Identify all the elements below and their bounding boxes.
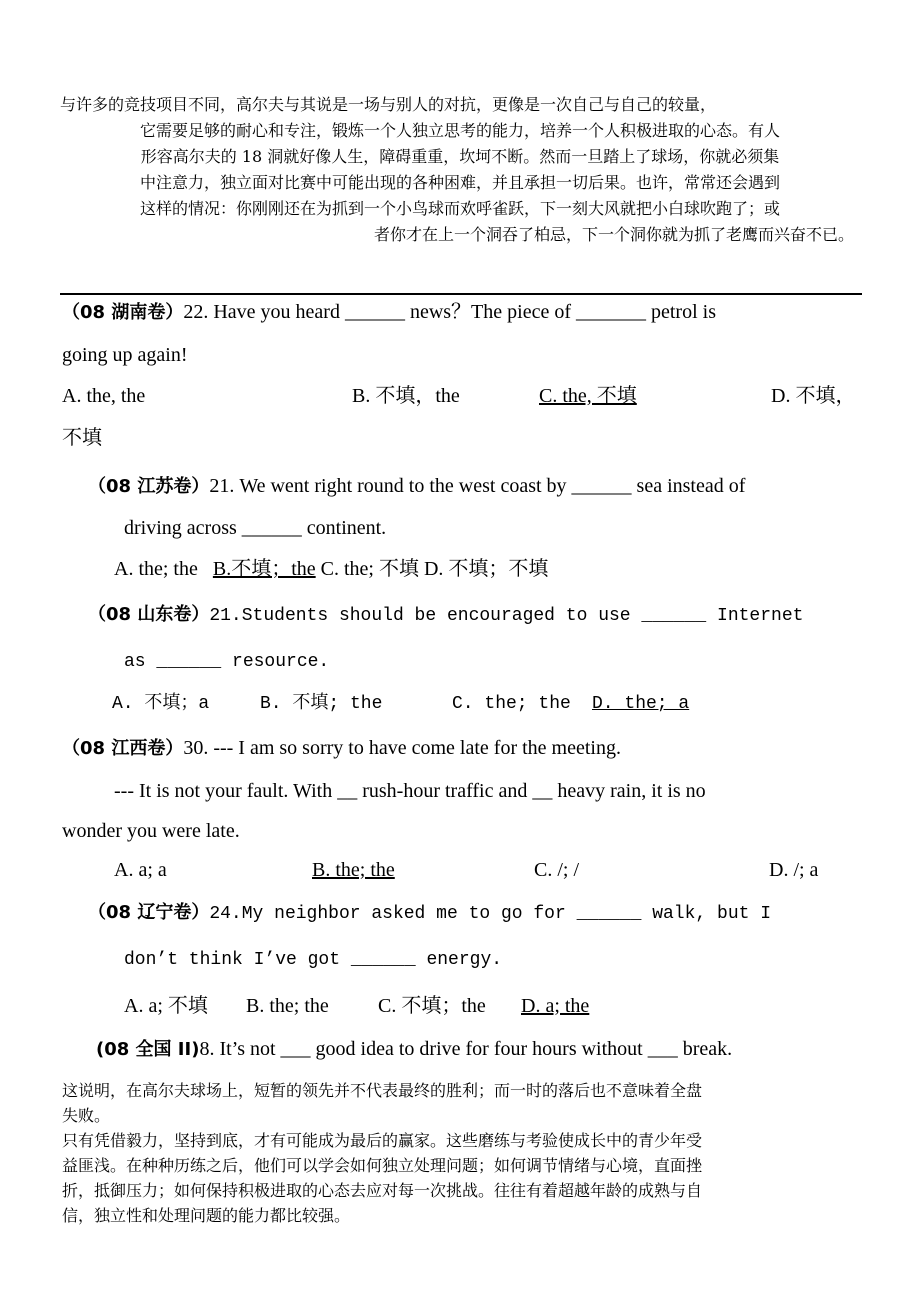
- outro-line: 这说明，在高尔夫球场上，短暂的领先并不代表最终的胜利；而一时的落后也不意味着全盘: [62, 1081, 703, 1100]
- question-text: 24.My neighbor asked me to go for ______ walk, but I: [209, 904, 772, 924]
- divider: [60, 293, 862, 295]
- question-source: (08 全国 II): [96, 1039, 200, 1060]
- option-b: B. 不填，the: [352, 385, 460, 407]
- intro-line: 这样的情况：你刚刚还在为抓到一个小鸟球而欢呼雀跃，下一刻大风就把小白球吹跑了；或: [139, 199, 780, 218]
- outro-line: 折，抵御压力；如何保持积极进取的心态去应对每一次挑战。往往有着超越年龄的成熟与自: [62, 1181, 703, 1200]
- option-a: A. the, the: [62, 385, 146, 407]
- option-d-answer: D. the; a: [592, 694, 690, 714]
- question-3-options: [112, 692, 812, 716]
- question-2-stem: [88, 474, 745, 499]
- option-b-answer: B.不填；the: [212, 558, 316, 580]
- outro-line: 信，独立性和处理问题的能力都比较强。: [62, 1206, 351, 1225]
- question-text: 21. We went right round to the west coast by ______ sea instead of: [209, 475, 746, 497]
- option-a: A. 不填；a: [112, 694, 210, 714]
- question-2-stem-cont: driving across ______ continent.: [124, 517, 387, 539]
- outro-line: 只有凭借毅力，坚持到底，才有可能成为最后的赢家。这些磨练与考验使成长中的青少年受: [62, 1131, 703, 1150]
- outro-line: 益匪浅。在种种历练之后，他们可以学会如何独立处理问题；如何调节情绪与心境，直面挫: [62, 1156, 703, 1175]
- question-text: 30. --- I am so sorry to have come late for the meeting.: [183, 737, 621, 759]
- option-c: C. /; /: [534, 859, 580, 881]
- intro-line: 者你才在上一个洞吞了柏忌，下一个洞你就为抓了老鹰而兴奋不已。: [373, 225, 854, 244]
- option-a: A. a; a: [114, 859, 167, 881]
- option-c: C. the; the: [452, 694, 571, 714]
- intro-line: 它需要足够的耐心和专注，锻炼一个人独立思考的能力，培养一个人积极进取的心态。有人: [139, 121, 780, 140]
- question-4-stem-cont: --- It is not your fault. With __ rush-hour traffic and __ heavy rain, it is no: [114, 780, 706, 802]
- option-a: A. a; 不填: [124, 995, 208, 1017]
- question-4-options: [114, 858, 854, 882]
- option-d-answer: D. a; the: [521, 995, 590, 1017]
- question-1-stem: [62, 300, 716, 325]
- question-1-stem-cont: going up again!: [62, 344, 188, 366]
- question-5-stem-cont: don’t think I’ve got ______ energy.: [124, 950, 503, 970]
- question-3-stem: [88, 602, 803, 628]
- outro-line: 失败。: [62, 1106, 111, 1125]
- option-c: C. 不填；the: [378, 995, 486, 1017]
- option-d-cont: 不填: [62, 427, 102, 449]
- option-b-answer: B. the; the: [312, 859, 395, 881]
- question-1-options: [62, 384, 862, 408]
- question-source: （08 江苏卷）: [88, 476, 210, 497]
- question-4-stem: [62, 736, 621, 761]
- outro-paragraph: [62, 1078, 862, 1228]
- question-text: 21.Students should be encouraged to use ______ Internet: [209, 606, 804, 626]
- intro-line: 中注意力，独立面对比赛中可能出现的各种困难，并且承担一切后果。也许，常常还会遇到: [139, 173, 780, 192]
- option-b: B. 不填; the: [260, 694, 383, 714]
- question-text: 22. Have you heard ______ news？The piece of _______ petrol is: [183, 301, 716, 323]
- question-source: （08 山东卷）: [88, 604, 210, 625]
- intro-paragraph: [60, 92, 860, 248]
- option-c-answer: C. the, 不填: [539, 385, 637, 407]
- question-source: （08 湖南卷）: [62, 302, 184, 323]
- option-a: A. the; the: [114, 558, 198, 580]
- option-d: D. /; a: [769, 859, 819, 881]
- option-b: B. the; the: [246, 995, 329, 1017]
- question-text: 8. It’s not ___ good idea to drive for four hours without ___ break.: [199, 1038, 733, 1060]
- question-5-options: [124, 994, 724, 1018]
- question-2-options: [114, 557, 548, 581]
- option-d: D. 不填，: [771, 385, 856, 407]
- option-c-d: C. the; 不填 D. 不填；不填: [320, 558, 549, 580]
- question-5-stem: [88, 900, 771, 926]
- question-source: （08 江西卷）: [62, 738, 184, 759]
- question-source: （08 辽宁卷）: [88, 902, 210, 923]
- question-3-stem-cont: as ______ resource.: [124, 652, 330, 672]
- intro-line: 形容高尔夫的 18 洞就好像人生，障碍重重，坎坷不断。然而一旦踏上了球场，你就必须集: [140, 147, 780, 166]
- question-4-stem-cont2: wonder you were late.: [62, 820, 240, 842]
- question-6-stem: [96, 1037, 732, 1062]
- intro-line: 与许多的竞技项目不同，高尔夫与其说是一场与别人的对抗，更像是一次自己与自己的较量，: [60, 95, 717, 114]
